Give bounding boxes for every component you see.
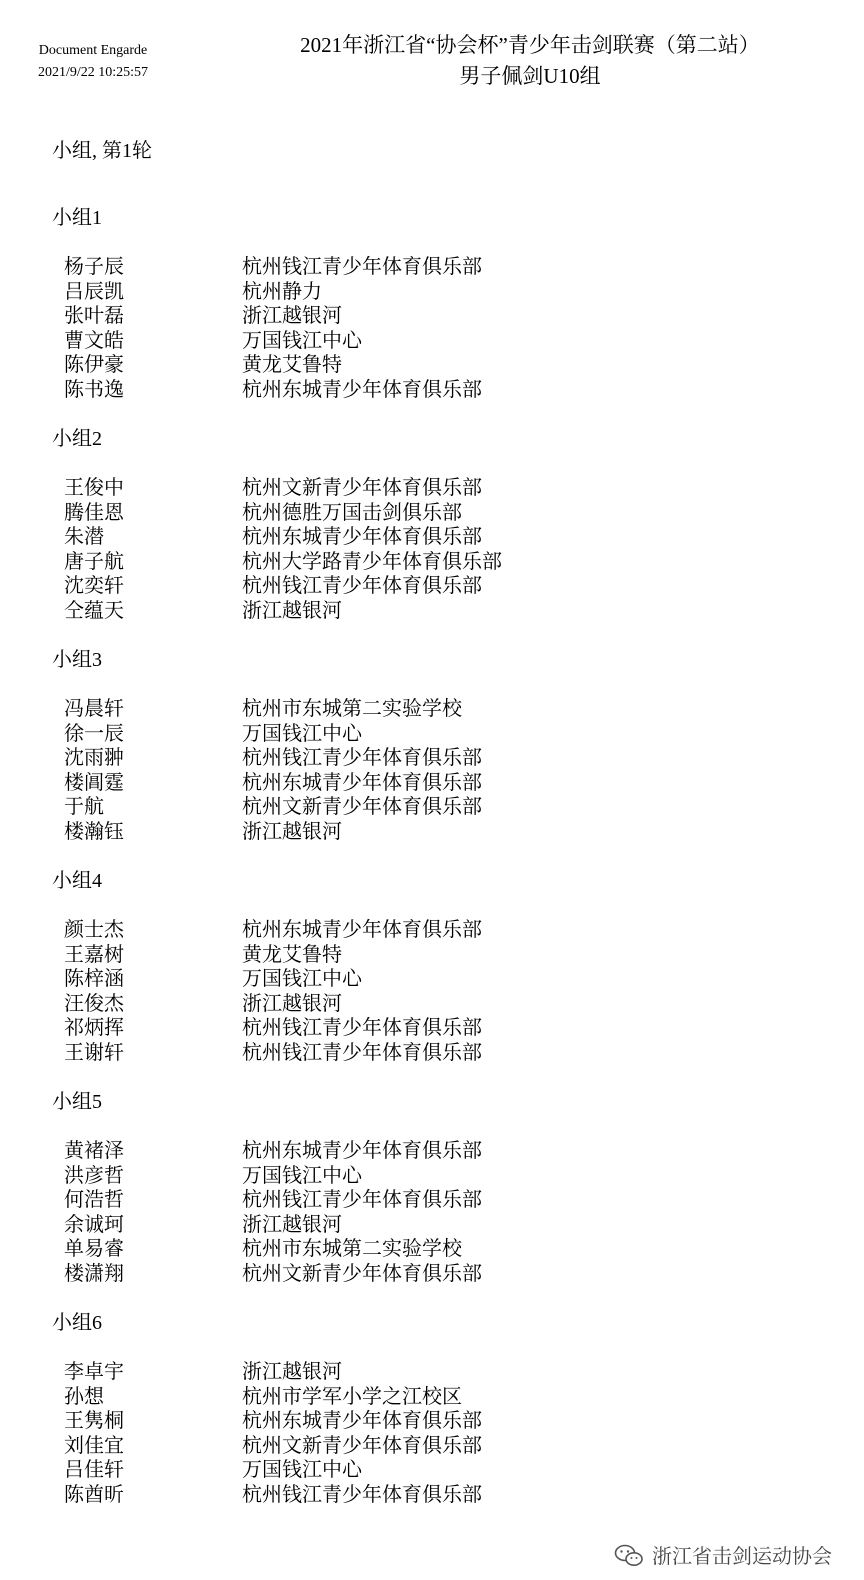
wechat-icon — [614, 1544, 644, 1568]
pool-group — [0, 867, 864, 1088]
fencer-row — [0, 1212, 864, 1237]
fencer-club: 黄龙艾鲁特 — [242, 941, 342, 966]
fencer-name: 单易睿 — [64, 1236, 124, 1261]
watermark — [614, 1542, 832, 1570]
fencer-name: 于航 — [64, 794, 104, 819]
pool-title: 小组2 — [52, 428, 102, 450]
fencer-club: 浙江越银河 — [242, 818, 342, 843]
fencer-name: 王俊中 — [64, 475, 124, 499]
fencer-name: 颜士杰 — [64, 917, 124, 941]
fencer-club: 浙江越银河 — [242, 990, 342, 1015]
fencer-name: 吕辰凯 — [64, 278, 124, 303]
pool-group — [0, 1309, 864, 1530]
fencer-name: 何浩哲 — [64, 1187, 124, 1212]
document-header-meta — [18, 40, 168, 84]
fencer-name: 刘佳宜 — [64, 1432, 124, 1457]
pool-fencer-list — [0, 475, 864, 623]
fencer-name: 黄褚泽 — [64, 1138, 124, 1162]
fencer-name: 陈酋昕 — [64, 1481, 124, 1506]
fencer-name: 吕佳轩 — [64, 1457, 124, 1482]
fencer-row — [0, 794, 864, 819]
fencer-club: 杭州大学路青少年体育俱乐部 — [242, 548, 502, 573]
fencer-row — [0, 1187, 864, 1212]
pool-fencer-list — [0, 1138, 864, 1286]
fencer-name: 王嘉树 — [64, 941, 124, 966]
fencer-club: 杭州钱江青少年体育俱乐部 — [242, 1015, 482, 1040]
fencer-row — [0, 549, 864, 574]
fencer-row — [0, 1138, 864, 1163]
fencer-name: 杨子辰 — [64, 254, 124, 278]
fencer-club: 杭州钱江青少年体育俱乐部 — [242, 1187, 482, 1212]
fencer-club: 杭州市东城第二实验学校 — [242, 1236, 462, 1261]
fencer-name: 冯晨轩 — [64, 696, 124, 720]
fencer-row — [0, 770, 864, 795]
fencer-row — [0, 745, 864, 770]
fencer-name: 楼瀚钰 — [64, 818, 124, 843]
fencer-row — [0, 1040, 864, 1065]
fencer-club: 杭州文新青少年体育俱乐部 — [242, 475, 482, 499]
fencer-row — [0, 598, 864, 623]
fencer-name: 陈伊豪 — [64, 352, 124, 377]
fencer-row — [0, 1457, 864, 1482]
watermark-text: 浙江省击剑运动协会 — [652, 1544, 832, 1568]
fencer-name: 汪俊杰 — [64, 990, 124, 1015]
fencer-club: 杭州静力 — [242, 278, 322, 303]
fencer-name: 王谢轩 — [64, 1039, 124, 1064]
fencer-row — [0, 303, 864, 328]
fencer-row — [0, 377, 864, 402]
fencer-row — [0, 696, 864, 721]
fencer-name: 徐一辰 — [64, 720, 124, 745]
print-timestamp: 2021/9/22 10:25:57 — [37, 65, 149, 80]
fencer-row — [0, 942, 864, 967]
fencer-club: 万国钱江中心 — [242, 966, 362, 991]
fencer-name: 唐子航 — [64, 548, 124, 573]
pool-fencer-list — [0, 254, 864, 402]
fencer-name: 陈书逸 — [64, 376, 124, 401]
pool-title: 小组3 — [52, 649, 102, 671]
fencer-club: 杭州文新青少年体育俱乐部 — [242, 1260, 482, 1285]
fencer-club: 杭州东城青少年体育俱乐部 — [242, 769, 482, 794]
fencer-club: 杭州钱江青少年体育俱乐部 — [242, 254, 482, 278]
fencer-row — [0, 991, 864, 1016]
pool-title: 小组1 — [52, 207, 102, 229]
fencer-row — [0, 721, 864, 746]
fencer-name: 沈雨翀 — [64, 745, 124, 770]
fencer-row — [0, 475, 864, 500]
fencer-row — [0, 917, 864, 942]
fencer-club: 杭州钱江青少年体育俱乐部 — [242, 1039, 482, 1064]
fencer-name: 张叶磊 — [64, 303, 124, 328]
fencer-name: 洪彦哲 — [64, 1162, 124, 1187]
fencer-club: 黄龙艾鲁特 — [242, 352, 342, 377]
fencer-row — [0, 966, 864, 991]
fencer-name: 沈奕轩 — [64, 573, 124, 598]
fencer-club: 浙江越银河 — [242, 1359, 342, 1383]
fencer-row — [0, 573, 864, 598]
fencer-club: 万国钱江中心 — [242, 327, 362, 352]
fencer-club: 杭州东城青少年体育俱乐部 — [242, 917, 482, 941]
fencer-name: 曹文皓 — [64, 327, 124, 352]
fencer-row — [0, 1359, 864, 1384]
pool-title: 小组5 — [52, 1091, 102, 1113]
pool-group — [0, 204, 864, 425]
pool-title: 小组6 — [52, 1312, 102, 1334]
fencer-name: 楼潇翔 — [64, 1260, 124, 1285]
fencer-row — [0, 1015, 864, 1040]
fencer-club: 万国钱江中心 — [242, 720, 362, 745]
fencer-club: 杭州东城青少年体育俱乐部 — [242, 376, 482, 401]
fencer-name: 李卓宇 — [64, 1359, 124, 1383]
fencer-name: 腾佳恩 — [64, 499, 124, 524]
fencer-club: 杭州东城青少年体育俱乐部 — [242, 524, 482, 549]
fencer-name: 祁炳挥 — [64, 1015, 124, 1040]
fencer-club: 浙江越银河 — [242, 1211, 342, 1236]
pool-group — [0, 425, 864, 646]
fencer-row — [0, 1408, 864, 1433]
fencer-club: 杭州文新青少年体育俱乐部 — [242, 1432, 482, 1457]
fencer-name: 楼阊霆 — [64, 769, 124, 794]
fencer-row — [0, 1236, 864, 1261]
fencer-row — [0, 819, 864, 844]
fencer-club: 杭州文新青少年体育俱乐部 — [242, 794, 482, 819]
fencer-row — [0, 352, 864, 377]
fencer-row — [0, 1163, 864, 1188]
fencer-name: 余诚珂 — [64, 1211, 124, 1236]
fencer-row — [0, 1261, 864, 1286]
fencer-club: 杭州东城青少年体育俱乐部 — [242, 1408, 482, 1433]
fencer-row — [0, 279, 864, 304]
round-title: 小组, 第1轮 — [52, 140, 152, 162]
fencer-club: 杭州钱江青少年体育俱乐部 — [242, 1481, 482, 1506]
fencer-name: 孙想 — [64, 1383, 104, 1408]
fencer-row — [0, 500, 864, 525]
event-subtitle: 男子佩剑U10组 — [459, 64, 601, 88]
fencer-club: 万国钱江中心 — [242, 1162, 362, 1187]
fencer-club: 杭州市学军小学之江校区 — [242, 1383, 462, 1408]
fencer-club: 杭州钱江青少年体育俱乐部 — [242, 745, 482, 770]
fencer-club: 万国钱江中心 — [242, 1457, 362, 1482]
fencer-name: 仝蕴天 — [64, 597, 124, 622]
pool-group — [0, 646, 864, 867]
fencer-row — [0, 1482, 864, 1507]
document-title-block — [230, 30, 830, 92]
fencer-row — [0, 328, 864, 353]
pool-fencer-list — [0, 917, 864, 1065]
fencer-name: 王隽桐 — [64, 1408, 124, 1433]
fencer-club: 杭州东城青少年体育俱乐部 — [242, 1138, 482, 1162]
fencer-row — [0, 1384, 864, 1409]
pool-group — [0, 1088, 864, 1309]
fencer-row — [0, 254, 864, 279]
pool-fencer-list — [0, 1359, 864, 1507]
fencer-name: 朱潜 — [64, 524, 104, 549]
fencer-club: 浙江越银河 — [242, 303, 342, 328]
fencer-row — [0, 1433, 864, 1458]
fencer-row — [0, 524, 864, 549]
fencer-club: 浙江越银河 — [242, 597, 342, 622]
fencer-club: 杭州德胜万国击剑俱乐部 — [242, 499, 462, 524]
pool-fencer-list — [0, 696, 864, 844]
pool-list — [0, 204, 864, 1530]
fencer-club: 杭州钱江青少年体育俱乐部 — [242, 573, 482, 598]
competition-title: 2021年浙江省“协会杯”青少年击剑联赛（第二站） — [300, 33, 760, 57]
fencer-name: 陈梓涵 — [64, 966, 124, 991]
software-name: Document Engarde — [38, 43, 148, 58]
pool-title: 小组4 — [52, 870, 102, 892]
fencer-club: 杭州市东城第二实验学校 — [242, 696, 462, 720]
